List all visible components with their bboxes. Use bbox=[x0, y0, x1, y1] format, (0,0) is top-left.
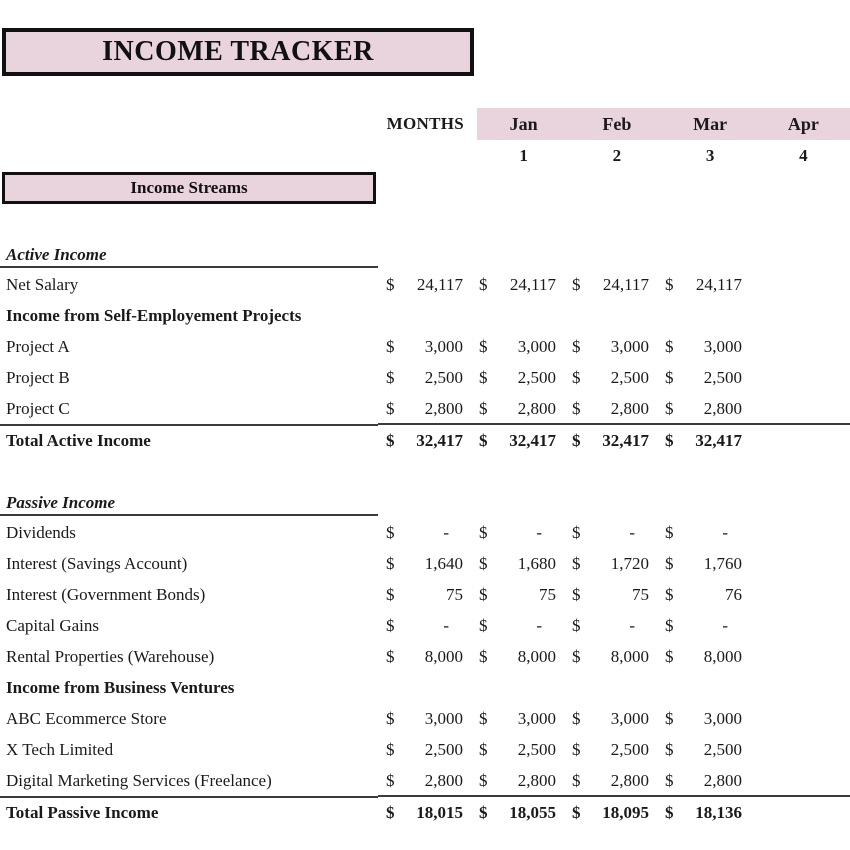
row-label: Interest (Government Bonds) bbox=[6, 584, 206, 604]
amount-value: 2,800 bbox=[424, 398, 463, 418]
currency-symbol: $ bbox=[572, 708, 581, 728]
currency-symbol: $ bbox=[386, 553, 395, 573]
amount-value: 18,136 bbox=[695, 802, 742, 822]
currency-symbol: $ bbox=[479, 739, 488, 759]
table-row bbox=[0, 641, 850, 672]
amount-value: 2,800 bbox=[517, 770, 556, 790]
amount-value: 2,800 bbox=[424, 770, 463, 790]
currency-symbol: $ bbox=[479, 584, 488, 604]
amount-cell bbox=[657, 734, 750, 765]
amount-cell bbox=[657, 797, 750, 828]
amount-value: 24,117 bbox=[695, 274, 742, 294]
months-label: MONTHS bbox=[386, 114, 464, 133]
row-label: Income from Self-Employement Projects bbox=[6, 305, 302, 325]
table-row bbox=[0, 331, 850, 362]
row-label: Rental Properties (Warehouse) bbox=[6, 646, 215, 666]
currency-symbol: $ bbox=[665, 646, 674, 666]
amount-value: 2,500 bbox=[610, 739, 649, 759]
amount-cell bbox=[564, 517, 657, 548]
currency-symbol: $ bbox=[572, 274, 581, 294]
currency-symbol: $ bbox=[572, 584, 581, 604]
currency-symbol: $ bbox=[665, 398, 674, 418]
currency-symbol: $ bbox=[572, 367, 581, 387]
amount-value: 32,417 bbox=[695, 430, 742, 450]
amount-cell bbox=[471, 331, 564, 362]
amount-value: 2,800 bbox=[517, 398, 556, 418]
amount-value: 8,000 bbox=[703, 646, 742, 666]
amount-cell bbox=[471, 517, 564, 548]
row-label: Project C bbox=[6, 398, 70, 418]
currency-symbol: $ bbox=[665, 802, 674, 822]
currency-symbol: $ bbox=[479, 802, 488, 822]
amount-cell bbox=[471, 393, 564, 424]
amount-value: 32,417 bbox=[509, 430, 556, 450]
currency-symbol: $ bbox=[386, 584, 395, 604]
currency-symbol: $ bbox=[386, 646, 395, 666]
month-number-cell: 2 bbox=[612, 146, 622, 165]
row-label: Project A bbox=[6, 336, 70, 356]
amount-cell bbox=[378, 703, 471, 734]
amount-cell bbox=[471, 425, 564, 456]
row-label: Passive Income bbox=[0, 488, 378, 516]
month-header-row bbox=[477, 108, 850, 140]
amount-value: - bbox=[536, 615, 542, 635]
amount-cell bbox=[657, 269, 750, 300]
amount-cell bbox=[564, 641, 657, 672]
amount-cell bbox=[657, 393, 750, 424]
amount-cell bbox=[378, 331, 471, 362]
page-title: INCOME TRACKER bbox=[102, 36, 374, 67]
table-row bbox=[0, 393, 850, 424]
month-header-cell: Feb bbox=[602, 113, 632, 134]
row-amounts bbox=[378, 393, 850, 424]
row-amounts bbox=[378, 362, 850, 393]
row-amounts bbox=[378, 795, 850, 828]
currency-symbol: $ bbox=[665, 739, 674, 759]
amount-value: 1,640 bbox=[424, 553, 463, 573]
row-amounts bbox=[378, 641, 850, 672]
amount-value: 3,000 bbox=[517, 708, 556, 728]
row-label: Total Passive Income bbox=[0, 796, 378, 827]
amount-cell bbox=[378, 425, 471, 456]
currency-symbol: $ bbox=[665, 615, 674, 635]
currency-symbol: $ bbox=[665, 367, 674, 387]
amount-cell bbox=[378, 269, 471, 300]
amount-cell bbox=[657, 765, 750, 796]
currency-symbol: $ bbox=[572, 553, 581, 573]
amount-value: 2,500 bbox=[517, 739, 556, 759]
currency-symbol: $ bbox=[479, 522, 488, 542]
currency-symbol: $ bbox=[386, 708, 395, 728]
currency-symbol: $ bbox=[572, 522, 581, 542]
month-number-cell: 3 bbox=[705, 146, 715, 165]
currency-symbol: $ bbox=[386, 739, 395, 759]
amount-value: 75 bbox=[632, 584, 649, 604]
amount-value: 32,417 bbox=[416, 430, 463, 450]
currency-symbol: $ bbox=[386, 430, 395, 450]
currency-symbol: $ bbox=[572, 398, 581, 418]
amount-value: - bbox=[629, 615, 635, 635]
amount-cell bbox=[378, 734, 471, 765]
amount-value: 3,000 bbox=[703, 708, 742, 728]
row-label: Dividends bbox=[6, 522, 76, 542]
currency-symbol: $ bbox=[386, 398, 395, 418]
amount-cell bbox=[564, 548, 657, 579]
amount-value: 2,500 bbox=[703, 367, 742, 387]
amount-cell bbox=[471, 579, 564, 610]
amount-cell bbox=[564, 393, 657, 424]
currency-symbol: $ bbox=[572, 739, 581, 759]
amount-cell bbox=[471, 269, 564, 300]
row-amounts bbox=[378, 579, 850, 610]
income-table bbox=[0, 238, 850, 827]
amount-value: 2,800 bbox=[703, 398, 742, 418]
amount-cell bbox=[564, 797, 657, 828]
amount-value: - bbox=[722, 615, 728, 635]
amount-value: 3,000 bbox=[703, 336, 742, 356]
currency-symbol: $ bbox=[572, 802, 581, 822]
currency-symbol: $ bbox=[479, 646, 488, 666]
row-amounts bbox=[378, 734, 850, 765]
amount-value: 2,800 bbox=[703, 770, 742, 790]
currency-symbol: $ bbox=[665, 430, 674, 450]
amount-value: 8,000 bbox=[517, 646, 556, 666]
row-label: Active Income bbox=[0, 240, 378, 268]
row-amounts bbox=[378, 703, 850, 734]
currency-symbol: $ bbox=[665, 708, 674, 728]
month-header-cell: Mar bbox=[693, 113, 728, 134]
currency-symbol: $ bbox=[479, 770, 488, 790]
amount-cell bbox=[378, 610, 471, 641]
row-amounts bbox=[378, 238, 850, 269]
amount-value: 24,117 bbox=[602, 274, 649, 294]
section-heading-row bbox=[0, 486, 850, 517]
amount-cell bbox=[471, 797, 564, 828]
amount-value: 2,500 bbox=[703, 739, 742, 759]
amount-value: 18,015 bbox=[416, 802, 463, 822]
row-amounts bbox=[378, 672, 850, 703]
currency-symbol: $ bbox=[572, 770, 581, 790]
amount-value: 24,117 bbox=[416, 274, 463, 294]
amount-cell bbox=[378, 765, 471, 796]
amount-value: 2,500 bbox=[424, 367, 463, 387]
currency-symbol: $ bbox=[572, 336, 581, 356]
table-row bbox=[0, 703, 850, 734]
amount-value: 3,000 bbox=[424, 708, 463, 728]
amount-value: - bbox=[443, 522, 449, 542]
amount-value: 32,417 bbox=[602, 430, 649, 450]
row-label: Total Active Income bbox=[0, 424, 378, 455]
amount-cell bbox=[378, 548, 471, 579]
amount-value: 2,500 bbox=[424, 739, 463, 759]
income-streams-label: Income Streams bbox=[130, 178, 248, 197]
amount-value: 2,500 bbox=[610, 367, 649, 387]
title-banner bbox=[2, 28, 474, 76]
amount-value: 75 bbox=[446, 584, 463, 604]
row-amounts bbox=[378, 610, 850, 641]
amount-value: 76 bbox=[725, 584, 742, 604]
amount-cell bbox=[564, 331, 657, 362]
amount-cell bbox=[378, 579, 471, 610]
row-label: ABC Ecommerce Store bbox=[6, 708, 167, 728]
row-label: Project B bbox=[6, 367, 70, 387]
amount-cell bbox=[564, 425, 657, 456]
row-amounts bbox=[378, 269, 850, 300]
amount-cell bbox=[657, 548, 750, 579]
section-heading-row bbox=[0, 238, 850, 269]
currency-symbol: $ bbox=[479, 430, 488, 450]
table-row bbox=[0, 610, 850, 641]
row-amounts bbox=[378, 517, 850, 548]
row-amounts bbox=[378, 423, 850, 456]
subheading-row bbox=[0, 300, 850, 331]
amount-value: 2,800 bbox=[610, 398, 649, 418]
amount-cell bbox=[657, 641, 750, 672]
amount-value: 1,760 bbox=[703, 553, 742, 573]
row-amounts bbox=[378, 331, 850, 362]
amount-value: 3,000 bbox=[610, 708, 649, 728]
row-amounts bbox=[378, 486, 850, 517]
currency-symbol: $ bbox=[479, 367, 488, 387]
table-row bbox=[0, 765, 850, 796]
amount-cell bbox=[378, 362, 471, 393]
amount-value: 3,000 bbox=[517, 336, 556, 356]
row-amounts bbox=[378, 300, 850, 331]
amount-value: 18,055 bbox=[509, 802, 556, 822]
amount-cell bbox=[471, 765, 564, 796]
currency-symbol: $ bbox=[386, 367, 395, 387]
amount-cell bbox=[657, 610, 750, 641]
amount-value: 2,800 bbox=[610, 770, 649, 790]
currency-symbol: $ bbox=[665, 553, 674, 573]
amount-cell bbox=[564, 579, 657, 610]
amount-cell bbox=[657, 331, 750, 362]
amount-value: 75 bbox=[539, 584, 556, 604]
currency-symbol: $ bbox=[386, 770, 395, 790]
row-label: Net Salary bbox=[6, 274, 79, 294]
currency-symbol: $ bbox=[386, 522, 395, 542]
amount-value: 2,500 bbox=[517, 367, 556, 387]
amount-value: - bbox=[536, 522, 542, 542]
amount-value: 8,000 bbox=[610, 646, 649, 666]
amount-value: 8,000 bbox=[424, 646, 463, 666]
currency-symbol: $ bbox=[665, 584, 674, 604]
amount-cell bbox=[564, 734, 657, 765]
amount-cell bbox=[378, 641, 471, 672]
currency-symbol: $ bbox=[386, 802, 395, 822]
currency-symbol: $ bbox=[665, 522, 674, 542]
amount-value: 1,680 bbox=[517, 553, 556, 573]
month-header-cell: Jan bbox=[509, 113, 538, 134]
amount-cell bbox=[564, 362, 657, 393]
row-spacer bbox=[0, 455, 850, 486]
amount-cell bbox=[471, 362, 564, 393]
currency-symbol: $ bbox=[386, 336, 395, 356]
total-row bbox=[0, 424, 850, 455]
row-label: Interest (Savings Account) bbox=[6, 553, 188, 573]
amount-value: - bbox=[629, 522, 635, 542]
amount-cell bbox=[471, 703, 564, 734]
row-amounts bbox=[378, 765, 850, 796]
table-row bbox=[0, 362, 850, 393]
table-row bbox=[0, 734, 850, 765]
month-header-cell: Apr bbox=[787, 113, 819, 134]
table-row bbox=[0, 269, 850, 300]
amount-cell bbox=[471, 641, 564, 672]
amount-cell bbox=[564, 765, 657, 796]
amount-value: 1,720 bbox=[610, 553, 649, 573]
currency-symbol: $ bbox=[665, 274, 674, 294]
amount-cell bbox=[378, 797, 471, 828]
amount-cell bbox=[657, 579, 750, 610]
month-number-cell: 1 bbox=[519, 146, 528, 165]
row-label: X Tech Limited bbox=[6, 739, 114, 759]
total-row bbox=[0, 796, 850, 827]
amount-cell bbox=[657, 362, 750, 393]
currency-symbol: $ bbox=[572, 430, 581, 450]
amount-cell bbox=[657, 703, 750, 734]
row-label: Capital Gains bbox=[6, 615, 100, 635]
month-number-row bbox=[477, 142, 850, 170]
table-row bbox=[0, 517, 850, 548]
currency-symbol: $ bbox=[665, 770, 674, 790]
currency-symbol: $ bbox=[479, 553, 488, 573]
row-label: Digital Marketing Services (Freelance) bbox=[6, 770, 272, 790]
subheading-row bbox=[0, 672, 850, 703]
table-row bbox=[0, 548, 850, 579]
amount-value: 3,000 bbox=[610, 336, 649, 356]
amount-cell bbox=[378, 393, 471, 424]
currency-symbol: $ bbox=[479, 336, 488, 356]
currency-symbol: $ bbox=[386, 274, 395, 294]
amount-value: - bbox=[443, 615, 449, 635]
month-number-cell: 4 bbox=[799, 146, 808, 165]
amount-cell bbox=[378, 517, 471, 548]
amount-value: 18,095 bbox=[602, 802, 649, 822]
row-amounts bbox=[378, 548, 850, 579]
row-label: Income from Business Ventures bbox=[6, 677, 235, 697]
amount-cell bbox=[471, 610, 564, 641]
currency-symbol: $ bbox=[479, 615, 488, 635]
amount-cell bbox=[471, 734, 564, 765]
amount-cell bbox=[657, 425, 750, 456]
amount-cell bbox=[564, 610, 657, 641]
amount-cell bbox=[564, 269, 657, 300]
amount-cell bbox=[564, 703, 657, 734]
amount-cell bbox=[657, 517, 750, 548]
currency-symbol: $ bbox=[479, 274, 488, 294]
currency-symbol: $ bbox=[665, 336, 674, 356]
currency-symbol: $ bbox=[386, 615, 395, 635]
table-row bbox=[0, 579, 850, 610]
currency-symbol: $ bbox=[479, 708, 488, 728]
amount-cell bbox=[471, 548, 564, 579]
currency-symbol: $ bbox=[572, 615, 581, 635]
currency-symbol: $ bbox=[479, 398, 488, 418]
amount-value: - bbox=[722, 522, 728, 542]
currency-symbol: $ bbox=[572, 646, 581, 666]
income-streams-header-box bbox=[2, 172, 376, 204]
amount-value: 24,117 bbox=[509, 274, 556, 294]
amount-value: 3,000 bbox=[424, 336, 463, 356]
